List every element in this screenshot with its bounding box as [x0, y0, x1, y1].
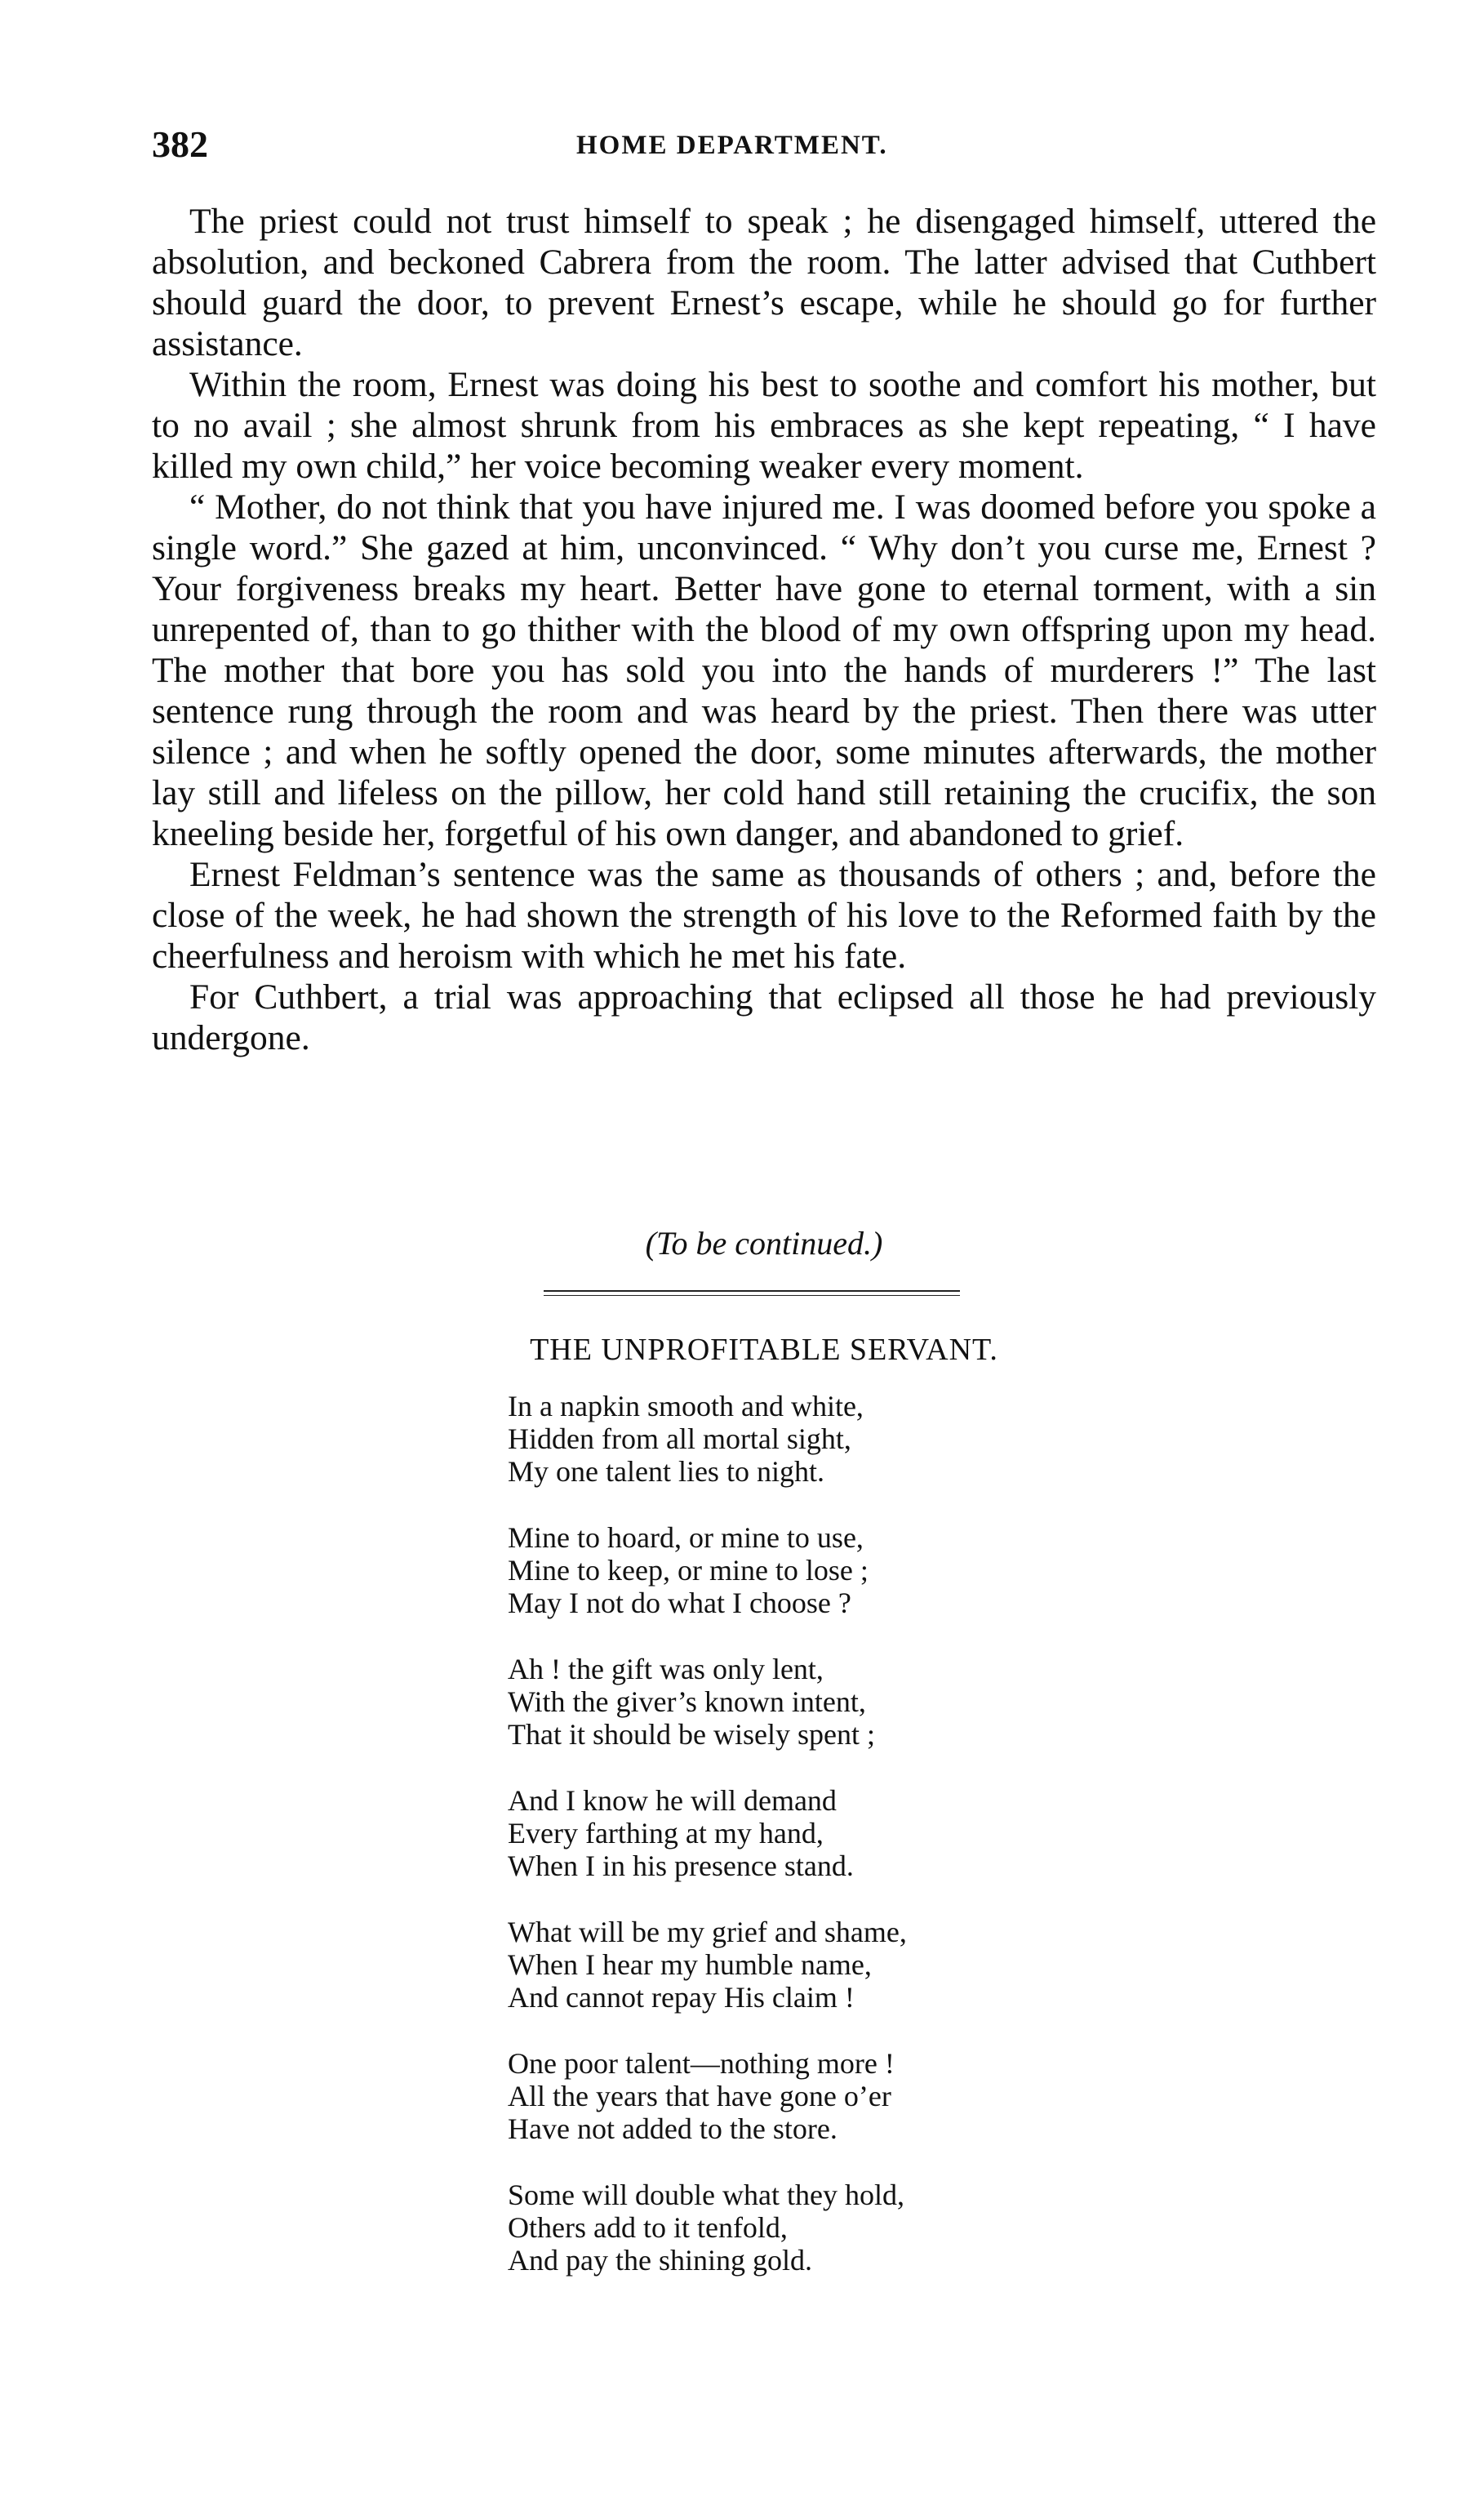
story-text: [152, 201, 1376, 1058]
poem-stanza: [508, 1521, 1079, 1619]
poem-line: And pay the shining gold.: [508, 2244, 812, 2277]
poem-line: With the giver’s known intent,: [508, 1685, 866, 1718]
poem-line: And I know he will demand: [508, 1784, 837, 1817]
poem-line: In a napkin smooth and white,: [508, 1390, 864, 1422]
story-paragraph: “ Mother, do not think that you have injured me. I was doomed before you spoke a single word.” She gazed at him, unconvinced. “ Why don’t you curse me, Ernest ? Your forgiveness breaks my heart. Better have gone to eternal torment, with a sin unrepented of, than to go thither with the blood of my own offspring upon my head. The mother that bore you has sold you into the hands of murderers !” The last sentence rung through the room and was heard by the priest. Then there was utter silence ; and when he softly opened the door, some minutes afterwards, the mother lay still and lifeless on the pillow, her cold hand still retaining the crucifix, the son kneeling beside her, forgetful of his own danger, and abandoned to grief.: [152, 487, 1376, 853]
running-head: HOME DEPARTMENT.: [576, 131, 888, 160]
poem-line: When I in his presence stand.: [508, 1849, 854, 1882]
story-paragraph: Ernest Feldman’s sentence was the same as thousands of others ; and, before the close of the week, he had shown the strength of his love to the Reformed faith by the cheerfulness and heroism with which he met his fate.: [152, 855, 1376, 976]
poem-line: Others add to it tenfold,: [508, 2211, 788, 2244]
poem: [508, 1390, 1079, 2310]
poem-line: And cannot repay His claim !: [508, 1981, 855, 2014]
poem-line: Have not added to the store.: [508, 2112, 838, 2145]
poem-line: One poor talent—nothing more !: [508, 2047, 895, 2080]
to-be-continued-note: (To be continued.): [645, 1225, 883, 1262]
poem-line: When I hear my humble name,: [508, 1948, 872, 1981]
poem-line: May I not do what I choose ?: [508, 1587, 851, 1619]
poem-line: My one talent lies to night.: [508, 1455, 824, 1488]
poem-line: Some will double what they hold,: [508, 2179, 904, 2211]
poem-line: That it should be wisely spent ;: [508, 1718, 875, 1751]
story-paragraph: For Cuthbert, a trial was approaching that eclipsed all those he had previously undergone.: [152, 977, 1376, 1057]
poem-stanza: [508, 2047, 1079, 2145]
page-header: [152, 122, 1376, 171]
poem-line: Mine to hoard, or mine to use,: [508, 1521, 864, 1554]
poem-stanza: [508, 1390, 1079, 1488]
poem-title: THE UNPROFITABLE SERVANT.: [530, 1333, 998, 1367]
story-paragraph: Within the room, Ernest was doing his best to soothe and comfort his mother, but to no avail ; she almost shrunk from his embraces as she kept repeating, “ I have killed my own child,” her voice becoming weaker every moment.: [152, 365, 1376, 486]
poem-line: Mine to keep, or mine to lose ;: [508, 1554, 869, 1587]
poem-line: Ah ! the gift was only lent,: [508, 1653, 824, 1685]
page-number: 382: [152, 123, 208, 165]
poem-line: Hidden from all mortal sight,: [508, 1422, 851, 1455]
poem-line: Every farthing at my hand,: [508, 1817, 824, 1849]
story-paragraph: The priest could not trust himself to speak ; he disengaged himself, uttered the absolution, and beckoned Cabrera from the room. The latter advised that Cuthbert should guard the door, to prevent Ernest’s escape, while he should go for further assistance.: [152, 202, 1376, 363]
poem-line: What will be my grief and shame,: [508, 1916, 907, 1948]
poem-stanza: [508, 1916, 1079, 2014]
section-divider: [544, 1290, 960, 1296]
poem-stanza: [508, 1784, 1079, 1882]
poem-stanza: [508, 1653, 1079, 1751]
poem-line: All the years that have gone o’er: [508, 2080, 891, 2112]
poem-stanza: [508, 2179, 1079, 2277]
